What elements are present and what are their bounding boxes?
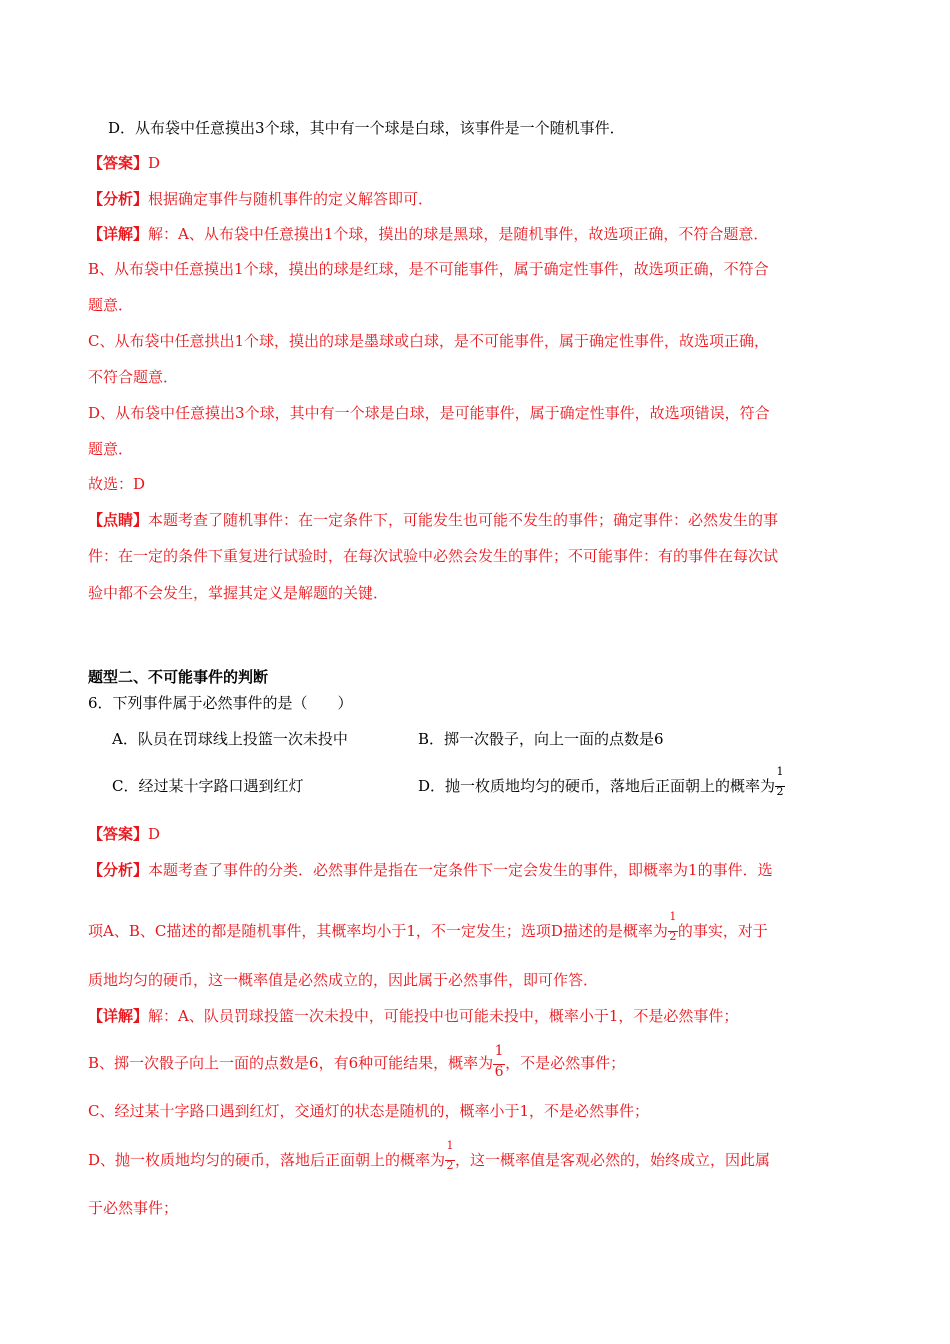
detail-text: 解：A、队员罚球投篮一次未投中，可能投中也可能未投中，概率小于1，不是必然事件； <box>148 1007 739 1025</box>
q6-option-d <box>418 765 785 798</box>
q5-answer <box>88 153 160 173</box>
q6-detail-line-5: 于必然事件； <box>88 1199 179 1217</box>
fraction-one-half: $\frac{1}{2}$ <box>776 765 784 798</box>
detail-tag: 【详解】 <box>88 1007 149 1025</box>
detail-tag: 【详解】 <box>88 225 149 243</box>
q6-answer <box>88 824 160 844</box>
q6-detail-line-4: D、抛一枚质地均匀的硬币，落地后正面朝上的概率为 $\frac{1}{2}$ ，这一概率值是客观必然的，始终成立，因此属 <box>88 1139 771 1172</box>
q5-comment-line-3: 验中都不会发生，掌握其定义是解题的关键． <box>88 584 389 602</box>
comment-tag: 【点睛】 <box>88 511 149 529</box>
comment-text: 本题考查了随机事件：在一定条件下，可能发生也可能不发生的事件；确定事件：必然发生的事 <box>148 511 779 529</box>
fraction-one-sixth: $\frac{1}{6}$ <box>494 1043 504 1080</box>
q6-option-a: A．队员在罚球线上投篮一次未投中 <box>112 730 348 748</box>
q6-analysis-line-1 <box>88 860 773 880</box>
q5-detail-line-3: 题意． <box>88 296 134 314</box>
q6-detail-line-3: C、经过某十字路口遇到红灯，交通灯的状态是随机的，概率小于1，不是必然事件； <box>88 1102 650 1120</box>
analysis-text: 根据确定事件与随机事件的定义解答即可． <box>148 190 434 208</box>
analysis-tag: 【分析】 <box>88 190 149 208</box>
q5-comment-line-1 <box>88 510 778 530</box>
analysis-tag: 【分析】 <box>88 861 149 879</box>
q6-detail-line-2: B、掷一次骰子向上一面的点数是6，有6种可能结果，概率为 $\frac{1}{6}$ ，不是必然事件； <box>88 1043 626 1080</box>
q5-detail-line-7: 题意． <box>88 440 134 458</box>
q5-detail-line-4: C、从布袋中任意拱出1个球，摸出的球是墨球或白球，是不可能事件，属于确定性事件，故选项正确， <box>88 332 770 350</box>
q6-analysis-line-3: 质地均匀的硬币，这一概率值是必然成立的，因此属于必然事件，即可作答． <box>88 971 599 989</box>
q6-detail-line-1 <box>88 1006 738 1026</box>
q6-stem: 6．下列事件属于必然事件的是（ ） <box>88 694 353 712</box>
q5-detail-line-6: D、从布袋中任意摸出3个球，其中有一个球是白球，是可能事件，属于确定性事件，故选项错误，符合 <box>88 404 770 422</box>
answer-tag: 【答案】 <box>88 154 149 172</box>
q5-choose: 故选：D <box>88 475 146 493</box>
section-title: 题型二、不可能事件的判断 <box>88 668 269 686</box>
q6-analysis-line-2: 项A、B、C描述的都是随机事件，其概率均小于1，不一定发生；选项D描述的是概率为 $\frac{1}{2}$ 的事实，对于 <box>88 910 768 943</box>
q6-option-c: C．经过某十字路口遇到红灯 <box>112 777 304 795</box>
q6-option-d-text: D．抛一枚质地均匀的硬币，落地后正面朝上的概率为 <box>418 777 776 795</box>
q5-detail-line-5: 不符合题意． <box>88 368 179 386</box>
fraction-one-half: $\frac{1}{2}$ <box>446 1139 454 1172</box>
answer-tag: 【答案】 <box>88 825 149 843</box>
q5-detail-line-2: B、从布袋中任意摸出1个球，摸出的球是红球，是不可能事件，属于确定性事件，故选项正确，不符合 <box>88 260 769 278</box>
q5-comment-line-2: 件：在一定的条件下重复进行试验时，在每次试验中必然会发生的事件；不可能事件：有的事件在每次试 <box>88 547 779 565</box>
detail-text: 解：A、从布袋中任意摸出1个球，摸出的球是黑球，是随机事件，故选项正确，不符合题意． <box>148 225 769 243</box>
answer-value: D <box>148 825 161 843</box>
analysis-text: 本题考查了事件的分类．必然事件是指在一定条件下一定会发生的事件，即概率为1的事件．选 <box>148 861 773 879</box>
fraction-one-half: $\frac{1}{2}$ <box>669 910 677 943</box>
q6-option-b: B．掷一次骰子，向上一面的点数是6 <box>418 730 664 748</box>
q5-detail-line-1 <box>88 224 768 244</box>
q5-option-d: D．从布袋中任意摸出3个球，其中有一个球是白球，该事件是一个随机事件． <box>108 119 625 137</box>
answer-value: D <box>148 154 161 172</box>
q5-analysis <box>88 189 433 209</box>
